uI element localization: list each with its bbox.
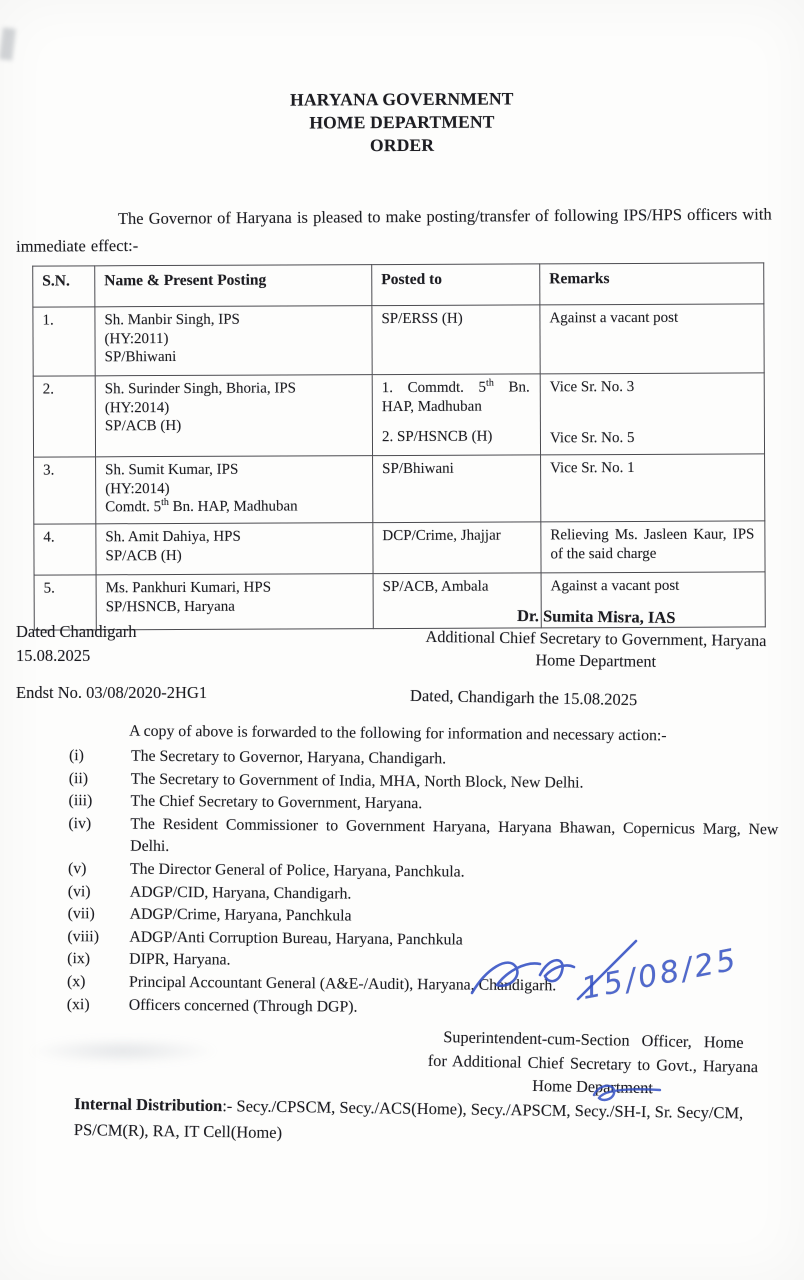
forwarded-item-text: The Resident Commissioner to Government Haryana, Haryana Bhawan, Copernicus Marg, New Delhi. (130, 815, 779, 856)
table-row (34, 454, 765, 524)
forwarded-item-number: (v) (67, 860, 87, 878)
document-header (0, 86, 804, 159)
header-government: HARYANA GOVERNMENT (290, 88, 514, 110)
cell-posted: SP/ERSS (H) (372, 305, 540, 375)
table-row (34, 521, 765, 575)
cell-sn: 4. (34, 524, 96, 575)
cell-name: Sh. Amit Dahiya, HPS SP/ACB (H) (96, 523, 373, 575)
forwarded-lead: A copy of above is forwarded to the following for information and necessary action:- (129, 722, 667, 745)
cell-remarks: Vice Sr. No. 1 (541, 454, 765, 522)
cell-name: Sh. Manbir Singh, IPS (HY:2011) SP/Bhiwani (95, 306, 372, 376)
cell-posted: SP/ACB, Ambala (373, 573, 541, 629)
forwarded-item-number: (x) (66, 973, 86, 991)
officer-title: Additional Chief Secretary to Government, Haryana (425, 626, 767, 651)
internal-distribution (74, 1091, 783, 1153)
table-row (33, 373, 764, 457)
cell-remarks: Vice Sr. No. 3 Vice Sr. No. 5 (540, 373, 764, 455)
forwarded-item-text: The Director General of Police, Haryana, Panchkula. (129, 860, 465, 881)
dated-place: Dated Chandigarh (16, 622, 137, 641)
signatory-line3: Home Department (532, 1075, 654, 1098)
forwarded-item-text: Principal Accountant General (A&E-/Audit), Haryana, Chandigarh. (128, 973, 557, 995)
endst-dated: Dated, Chandigarh the 15.08.2025 (409, 685, 638, 710)
forwarded-item-number: (ii) (68, 769, 89, 787)
forwarded-list (15, 745, 791, 1023)
posting-order-table (32, 262, 766, 630)
table-row (33, 304, 764, 376)
forwarded-section (15, 719, 792, 1023)
scan-smudge-artifact (28, 1038, 218, 1064)
cell-sn: 5. (34, 575, 96, 630)
signatory-line2: for Additional Chief Secretary to Govt., Haryana (427, 1050, 759, 1076)
forwarded-item-text: The Secretary to Government of India, MHA, North Block, New Delhi. (130, 770, 584, 792)
header-order: ORDER (369, 134, 435, 156)
cell-posted: SP/Bhiwani (373, 455, 541, 523)
column-header-posted: Posted to (372, 264, 540, 306)
column-header-sn: S.N. (33, 266, 95, 307)
scan-corner-artifact (0, 27, 16, 60)
column-header-name: Name & Present Posting (95, 265, 372, 307)
forwarded-item-number: (xi) (66, 995, 90, 1013)
forwarded-item-text: Officers concerned (Through DGP). (128, 996, 358, 1016)
cell-remarks: Relieving Ms. Jasleen Kaur, IPS of the said charge (541, 521, 765, 573)
forwarded-item-number: (iv) (68, 814, 92, 833)
signature-date: 15/08/25 (578, 942, 742, 1007)
column-header-remarks: Remarks (540, 263, 764, 305)
cell-sn: 2. (33, 376, 95, 457)
cell-name: Sh. Sumit Kumar, IPS (HY:2014) Comdt. 5th Bn. HAP, Madhuban (96, 456, 373, 524)
table-header-row (33, 263, 764, 307)
forwarded-item-text: ADGP/Crime, Haryana, Panchkula (129, 905, 352, 925)
forwarded-item-text: DIPR, Haryana. (129, 950, 231, 969)
signatory-line1: Superintendent-cum-Section Officer, Home (443, 1027, 744, 1052)
cell-remarks: Against a vacant post (540, 304, 764, 374)
endst-number: Endst No. 03/08/2020-2HG1 (16, 683, 208, 702)
intro-paragraph: The Governor of Haryana is pleased to make posting/transfer of following IPS/HPS officers with immediate effect:- (16, 203, 772, 256)
internal-distribution-text: :- Secy./CPSCM, Secy./ACS(Home), Secy./APSCM, Secy./SH-I, Sr. Secy/CM, PS/CM(R), RA, IT Cell(Home) (73, 1096, 744, 1142)
cell-name: Sh. Surinder Singh, Bhoria, IPS (HY:2014) SP/ACB (H) (95, 375, 372, 457)
forwarded-item-number: (iii) (68, 792, 93, 810)
cell-posted: DCP/Crime, Jhajjar (373, 522, 541, 574)
header-department: HOME DEPARTMENT (309, 111, 495, 133)
forwarded-item-text: The Chief Secretary to Government, Haryana. (130, 792, 423, 813)
forwarded-item-number: (vi) (67, 882, 91, 900)
cell-name: Ms. Pankhuri Kumari, HPS SP/HSNCB, Haryana (96, 574, 373, 630)
forwarded-item-number: (ix) (67, 950, 91, 968)
forwarded-item-number: (viii) (67, 927, 100, 946)
forwarded-item (16, 812, 790, 864)
forwarded-item-number: (i) (68, 747, 84, 765)
forwarded-item-text: ADGP/CID, Haryana, Chandigarh. (129, 883, 352, 903)
cell-sn: 1. (33, 307, 95, 376)
signatory-block (391, 1024, 794, 1102)
dated-block (16, 620, 137, 668)
officer-dept: Home Department (535, 650, 657, 671)
signing-officer-block (400, 604, 793, 675)
dated-date: 15.08.2025 (16, 646, 91, 665)
forwarded-item-number: (vii) (67, 905, 95, 923)
cell-posted: 1. Commdt. 5th Bn. HAP, Madhuban 2. SP/HSNCB (H) (372, 374, 540, 456)
cell-remarks: Against a vacant post (541, 572, 765, 628)
internal-distribution-label: Internal Distribution (74, 1094, 223, 1116)
officer-name: Dr. Sumita Misra, IAS (516, 606, 676, 627)
cell-sn: 3. (34, 457, 96, 524)
forwarded-item-text: ADGP/Anti Corruption Bureau, Haryana, Panchkula (129, 928, 463, 949)
order-table-body (33, 304, 765, 630)
forwarded-item-text: The Secretary to Governor, Haryana, Chandigarh. (130, 747, 447, 768)
